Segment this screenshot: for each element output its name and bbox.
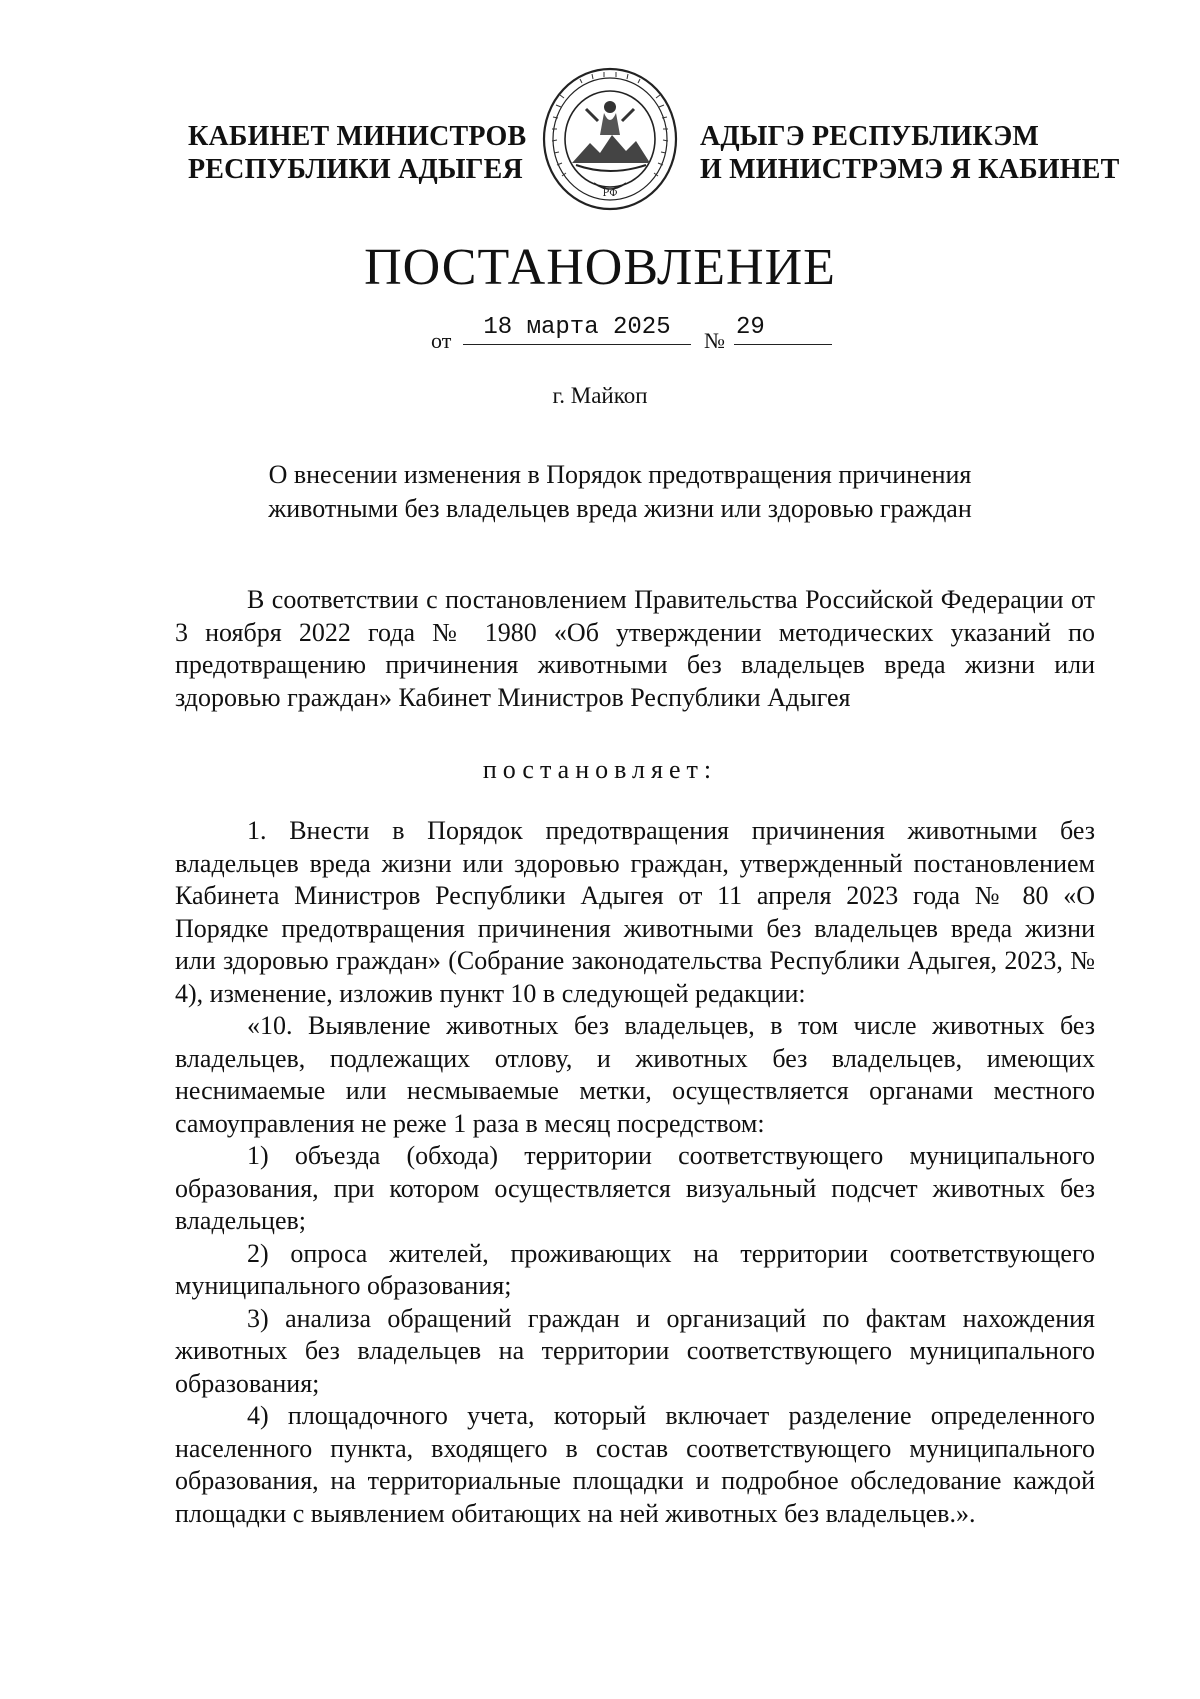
subject-line: О внесении изменения в Порядок предотвращения причинения [268, 460, 972, 489]
issuer-name-adyghe [700, 120, 1120, 186]
issuer-line: И МИНИСТРЭМЭ Я КАБИНЕТ [700, 154, 1120, 185]
subject-line: животными без владельцев вреда жизни или здоровью граждан [268, 494, 972, 523]
date-prefix: от [431, 328, 452, 353]
number-prefix: № [704, 328, 725, 353]
paragraph-subitem-3: 3) анализа обращений граждан и организаций по фактам нахождения животных без владельцев на территории соответствующего муниципального образования; [175, 1303, 1095, 1398]
preamble [175, 584, 1095, 714]
paragraph-subitem-1: 1) объезда (обхода) территории соответствующего муниципального образования, при котором осуществляется визуальный подсчет животных без владельцев; [175, 1141, 1095, 1235]
paragraph-point-10: «10. Выявление животных без владельцев, в том числе животных без владельцев, подлежащих отлову, и животных без владельцев, имеющих неснимаемые или несмываемые метки, осуществляется органами местного самоуправления не реже 1 раза в месяц посредством: [175, 1011, 1095, 1138]
preamble-paragraph: В соответствии с постановлением Правительства Российской Федерации от 3 ноября 2022 года № 1980 «Об утверждении методических указаний по предотвращению причинения животными без владельцев вреда жизни или здоровью граждан» Кабинет Министров Республики Адыгея [175, 585, 1095, 712]
paragraph-item-1: 1. Внести в Порядок предотвращения причинения животными без владельцев вреда жизни или здоровью граждан, утвержденный постановлением Кабинета Министров Республики Адыгея от 11 апреля 2023 года № 80 «О Порядке предотвращения причинения животными без владельцев вреда жизни или здоровью граждан» (Собрание законодательства Республики Адыгея, 2023, № 4), изменение, изложив пункт 10 в следующей редакции: [175, 816, 1095, 1008]
issuer-name-russian [188, 120, 527, 186]
document-subject [200, 458, 1040, 526]
paragraph-subitem-4: 4) площадочного учета, который включает разделение определенного населенного пункта, входящего в состав соответствующего муниципального образования, на территориальные площадки и подробное обследование каждой площадки с выявлением обитающих на ней животных без владельцев.». [175, 1401, 1095, 1528]
city-of-issue: г. Майкоп [552, 383, 648, 408]
date-number-line [0, 310, 1200, 356]
resolve-word: постановляет: [482, 755, 718, 784]
document-number: 29 [734, 314, 832, 345]
paragraph-subitem-2: 2) опроса жителей, проживающих на территории соответствующего муниципального образования; [175, 1238, 1095, 1300]
coat-of-arms-icon [540, 65, 680, 217]
document-date: 18 марта 2025 [463, 314, 691, 345]
document-type-title: ПОСТАНОВЛЕНИЕ [364, 239, 836, 296]
issuer-line: РЕСПУБЛИКИ АДЫГЕЯ [188, 154, 523, 185]
operative-text [175, 815, 1095, 1530]
svg-text:РФ: РФ [602, 188, 618, 199]
issuer-line: КАБИНЕТ МИНИСТРОВ [188, 121, 527, 152]
issuer-line: АДЫГЭ РЕСПУБЛИКЭМ [700, 121, 1040, 152]
